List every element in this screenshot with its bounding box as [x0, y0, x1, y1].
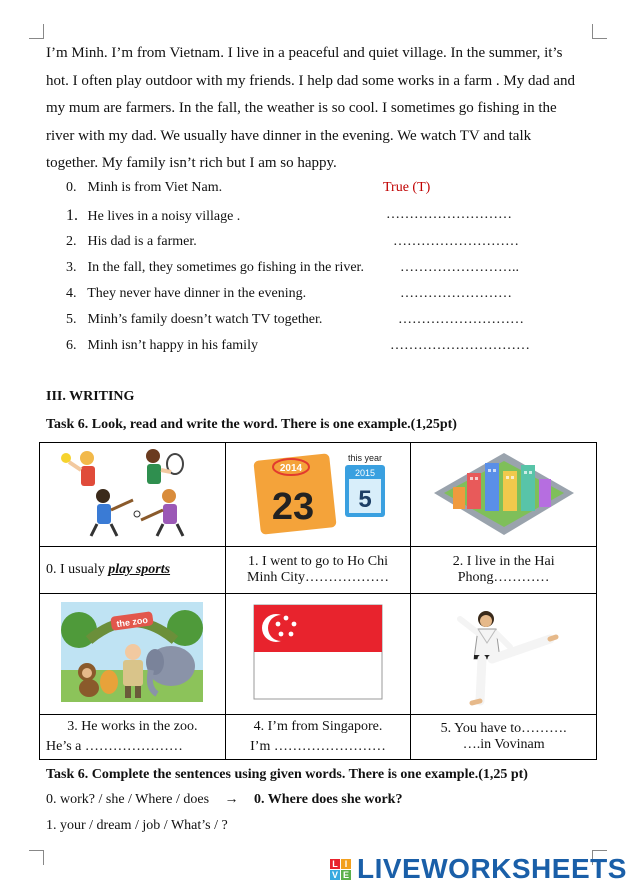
calendar-right-label: this year — [347, 453, 382, 463]
question-number: 5. — [66, 312, 77, 327]
logo-letter-e: E — [342, 869, 349, 880]
calendar-pages-illustration — [243, 447, 393, 537]
question-text: Minh isn’t happy in his family — [87, 338, 258, 353]
question-3 — [66, 260, 519, 276]
question-number: 1. — [66, 207, 78, 224]
image-cell-flag — [225, 594, 411, 715]
question-0 — [66, 180, 431, 196]
question-1-row — [46, 818, 228, 834]
example-sentence: 0. Where does she work? — [254, 792, 403, 807]
task6a-title: Task 6. Look, read and write the word. There is one example.(1,25pt) — [46, 417, 457, 432]
prompt-3-line1: 3. He works in the zoo. — [67, 719, 198, 734]
image-cell-city — [411, 443, 597, 547]
example-prompt: 0. I usualy — [46, 562, 109, 577]
example-filled-answer: play sports — [108, 562, 171, 577]
prompt-4-line1: 4. I’m from Singapore. — [253, 719, 383, 734]
liveworksheets-logo — [330, 852, 627, 886]
logo-letter-l: L — [330, 859, 340, 869]
calendar-right-day: 5 — [358, 486, 372, 513]
image-cell-calendar — [225, 443, 411, 547]
zoo-keeper-illustration — [59, 600, 205, 704]
question-number: 6. — [66, 338, 77, 353]
answer-blank-3[interactable]: …………………….. — [400, 260, 519, 275]
calendar-left-year: 2014 — [279, 463, 303, 474]
question-text: His dad is a farmer. — [87, 234, 197, 249]
prompt-5[interactable]: 5. You have to………. ….in Vovinam — [440, 721, 567, 752]
prompt-2[interactable]: 2. I live in the Hai Phong………… — [452, 554, 555, 585]
question-6 — [66, 338, 530, 354]
question-text: He lives in a noisy village . — [87, 209, 241, 224]
image-cell-martial-arts — [411, 594, 597, 715]
cell-3-text — [40, 715, 226, 760]
example-row — [46, 792, 402, 808]
right-arrow-icon: → — [224, 792, 239, 807]
answer-blank-4[interactable]: …………………… — [400, 286, 512, 301]
crop-mark-top-left — [29, 24, 44, 39]
city-illustration — [429, 443, 579, 541]
prompt-3-line2[interactable]: He’s a ………………… — [46, 739, 183, 754]
zoo-sign-text: the zoo — [116, 614, 149, 629]
question-1-words: 1. your / dream / job / What’s / ? — [46, 818, 228, 833]
section-title: III. WRITING — [46, 389, 135, 404]
singapore-flag-icon — [252, 603, 384, 701]
cell-2-text — [411, 547, 597, 594]
question-2 — [66, 234, 519, 250]
example-words: 0. work? / she / Where / does — [46, 792, 210, 807]
question-number: 3. — [66, 260, 77, 275]
question-text: Minh is from Viet Nam. — [87, 180, 223, 195]
question-4 — [66, 286, 512, 302]
calendar-left-day: 23 — [271, 486, 315, 528]
question-text: In the fall, they sometimes go fishing in the river. — [87, 260, 364, 275]
prompt-4-line2[interactable]: I’m …………………… — [250, 739, 386, 754]
kids-playing-sports-illustration — [57, 444, 207, 540]
prompt-1[interactable]: 1. I went to go to Ho Chi Minh City……………… — [247, 554, 389, 585]
calendar-right-year: 2015 — [354, 468, 375, 478]
logo-text: LIVEWORKSHEETS — [357, 853, 627, 884]
question-number: 0. — [66, 180, 77, 195]
reading-passage: I’m Minh. I’m from Vietnam. I live in a peaceful and quiet village. In the summer, it’s hot. I often play outdoor with my friends. I help dad some works in a farm . My dad and my mum are farmers. In the fall, the weather is so cool. I sometimes go fishing in the river with my dad. We usually have dinner in the evening. We watch TV and talk together. My family isn’t rich but I am so happy. — [46, 45, 576, 171]
logo-letter-i: I — [341, 859, 351, 869]
question-text: Minh’s family doesn’t watch TV together. — [87, 312, 323, 327]
cell-5-text — [411, 715, 597, 760]
martial-arts-kick-illustration — [444, 597, 564, 707]
question-5 — [66, 312, 524, 328]
image-cell-zoo — [40, 594, 226, 715]
cell-4-text — [225, 715, 411, 760]
question-number: 4. — [66, 286, 77, 301]
crop-mark-bottom-left — [29, 850, 44, 865]
question-number: 2. — [66, 234, 77, 249]
cell-0-text — [40, 547, 226, 594]
answer-blank-6[interactable]: ………………………… — [390, 338, 530, 353]
crop-mark-top-right — [592, 24, 607, 39]
question-text: They never have dinner in the evening. — [87, 286, 307, 301]
answer-blank-5[interactable]: ……………………… — [398, 312, 524, 327]
answer-blank-1[interactable]: ……………………… — [386, 207, 512, 222]
image-cell-sports — [40, 443, 226, 547]
cell-1-text — [225, 547, 411, 594]
answer-blank-2[interactable]: ……………………… — [393, 234, 519, 249]
example-answer: True (T) — [383, 180, 431, 195]
task6b-title: Task 6. Complete the sentences using given words. There is one example.(1,25 pt) — [46, 767, 528, 782]
logo-letter-v: V — [331, 869, 338, 880]
live-badge-icon — [330, 859, 351, 880]
question-1 — [66, 207, 512, 225]
picture-task-table — [39, 442, 597, 760]
